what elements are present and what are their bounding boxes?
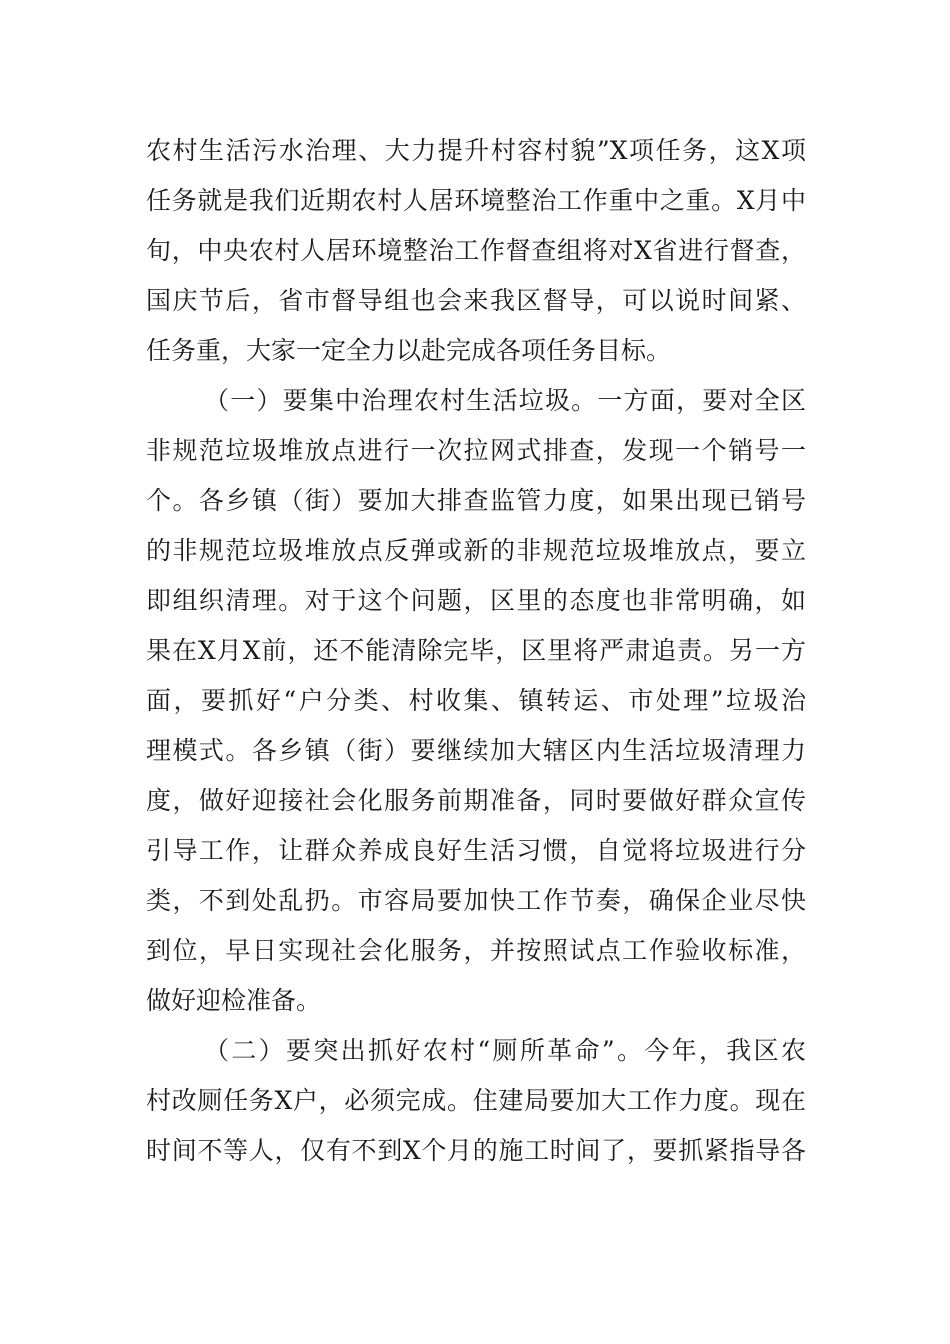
text-line: 任务就是我们近期农村人居环境整治工作重中之重。X月中 <box>146 186 806 215</box>
text-line: 面，要抓好“户分类、村收集、镇转运、市处理”垃圾治 <box>146 686 806 715</box>
text-line: 度，做好迎接社会化服务前期准备，同时要做好群众宣传 <box>146 786 806 815</box>
document-body <box>146 126 806 1176</box>
text-line: 理模式。各乡镇（街）要继续加大辖区内生活垃圾清理力 <box>146 736 806 765</box>
text-line: 果在X月X前，还不能清除完毕，区里将严肃追责。另一方 <box>146 636 806 665</box>
text-line: 个。各乡镇（街）要加大排查监管力度，如果出现已销号 <box>146 486 806 515</box>
text-line: 即组织清理。对于这个问题，区里的态度也非常明确，如 <box>146 586 806 615</box>
text-line: 农村生活污水治理、大力提升村容村貌”X项任务，这X项 <box>146 136 806 165</box>
text-line: （一）要集中治理农村生活垃圾。一方面，要对全区 <box>204 386 806 415</box>
text-line: 的非规范垃圾堆放点反弹或新的非规范垃圾堆放点，要立 <box>146 536 806 565</box>
text-line: 旬，中央农村人居环境整治工作督查组将对X省进行督查， <box>146 236 806 265</box>
text-line: 到位，早日实现社会化服务，并按照试点工作验收标准， <box>146 936 806 965</box>
text-line: 任务重，大家一定全力以赴完成各项任务目标。 <box>146 336 672 365</box>
text-line: 引导工作，让群众养成良好生活习惯，自觉将垃圾进行分 <box>146 836 806 865</box>
text-line: （二）要突出抓好农村“厕所革命”。今年，我区农 <box>204 1036 806 1065</box>
text-line: 时间不等人，仅有不到X个月的施工时间了，要抓紧指导各 <box>146 1136 806 1165</box>
text-line: 非规范垃圾堆放点进行一次拉网式排查，发现一个销号一 <box>146 436 806 465</box>
text-line: 国庆节后，省市督导组也会来我区督导，可以说时间紧、 <box>146 286 806 315</box>
text-line: 类，不到处乱扔。市容局要加快工作节奏，确保企业尽快 <box>146 886 806 915</box>
text-line: 村改厕任务X户，必须完成。住建局要加大工作力度。现在 <box>146 1086 806 1115</box>
text-line: 做好迎检准备。 <box>146 986 322 1015</box>
